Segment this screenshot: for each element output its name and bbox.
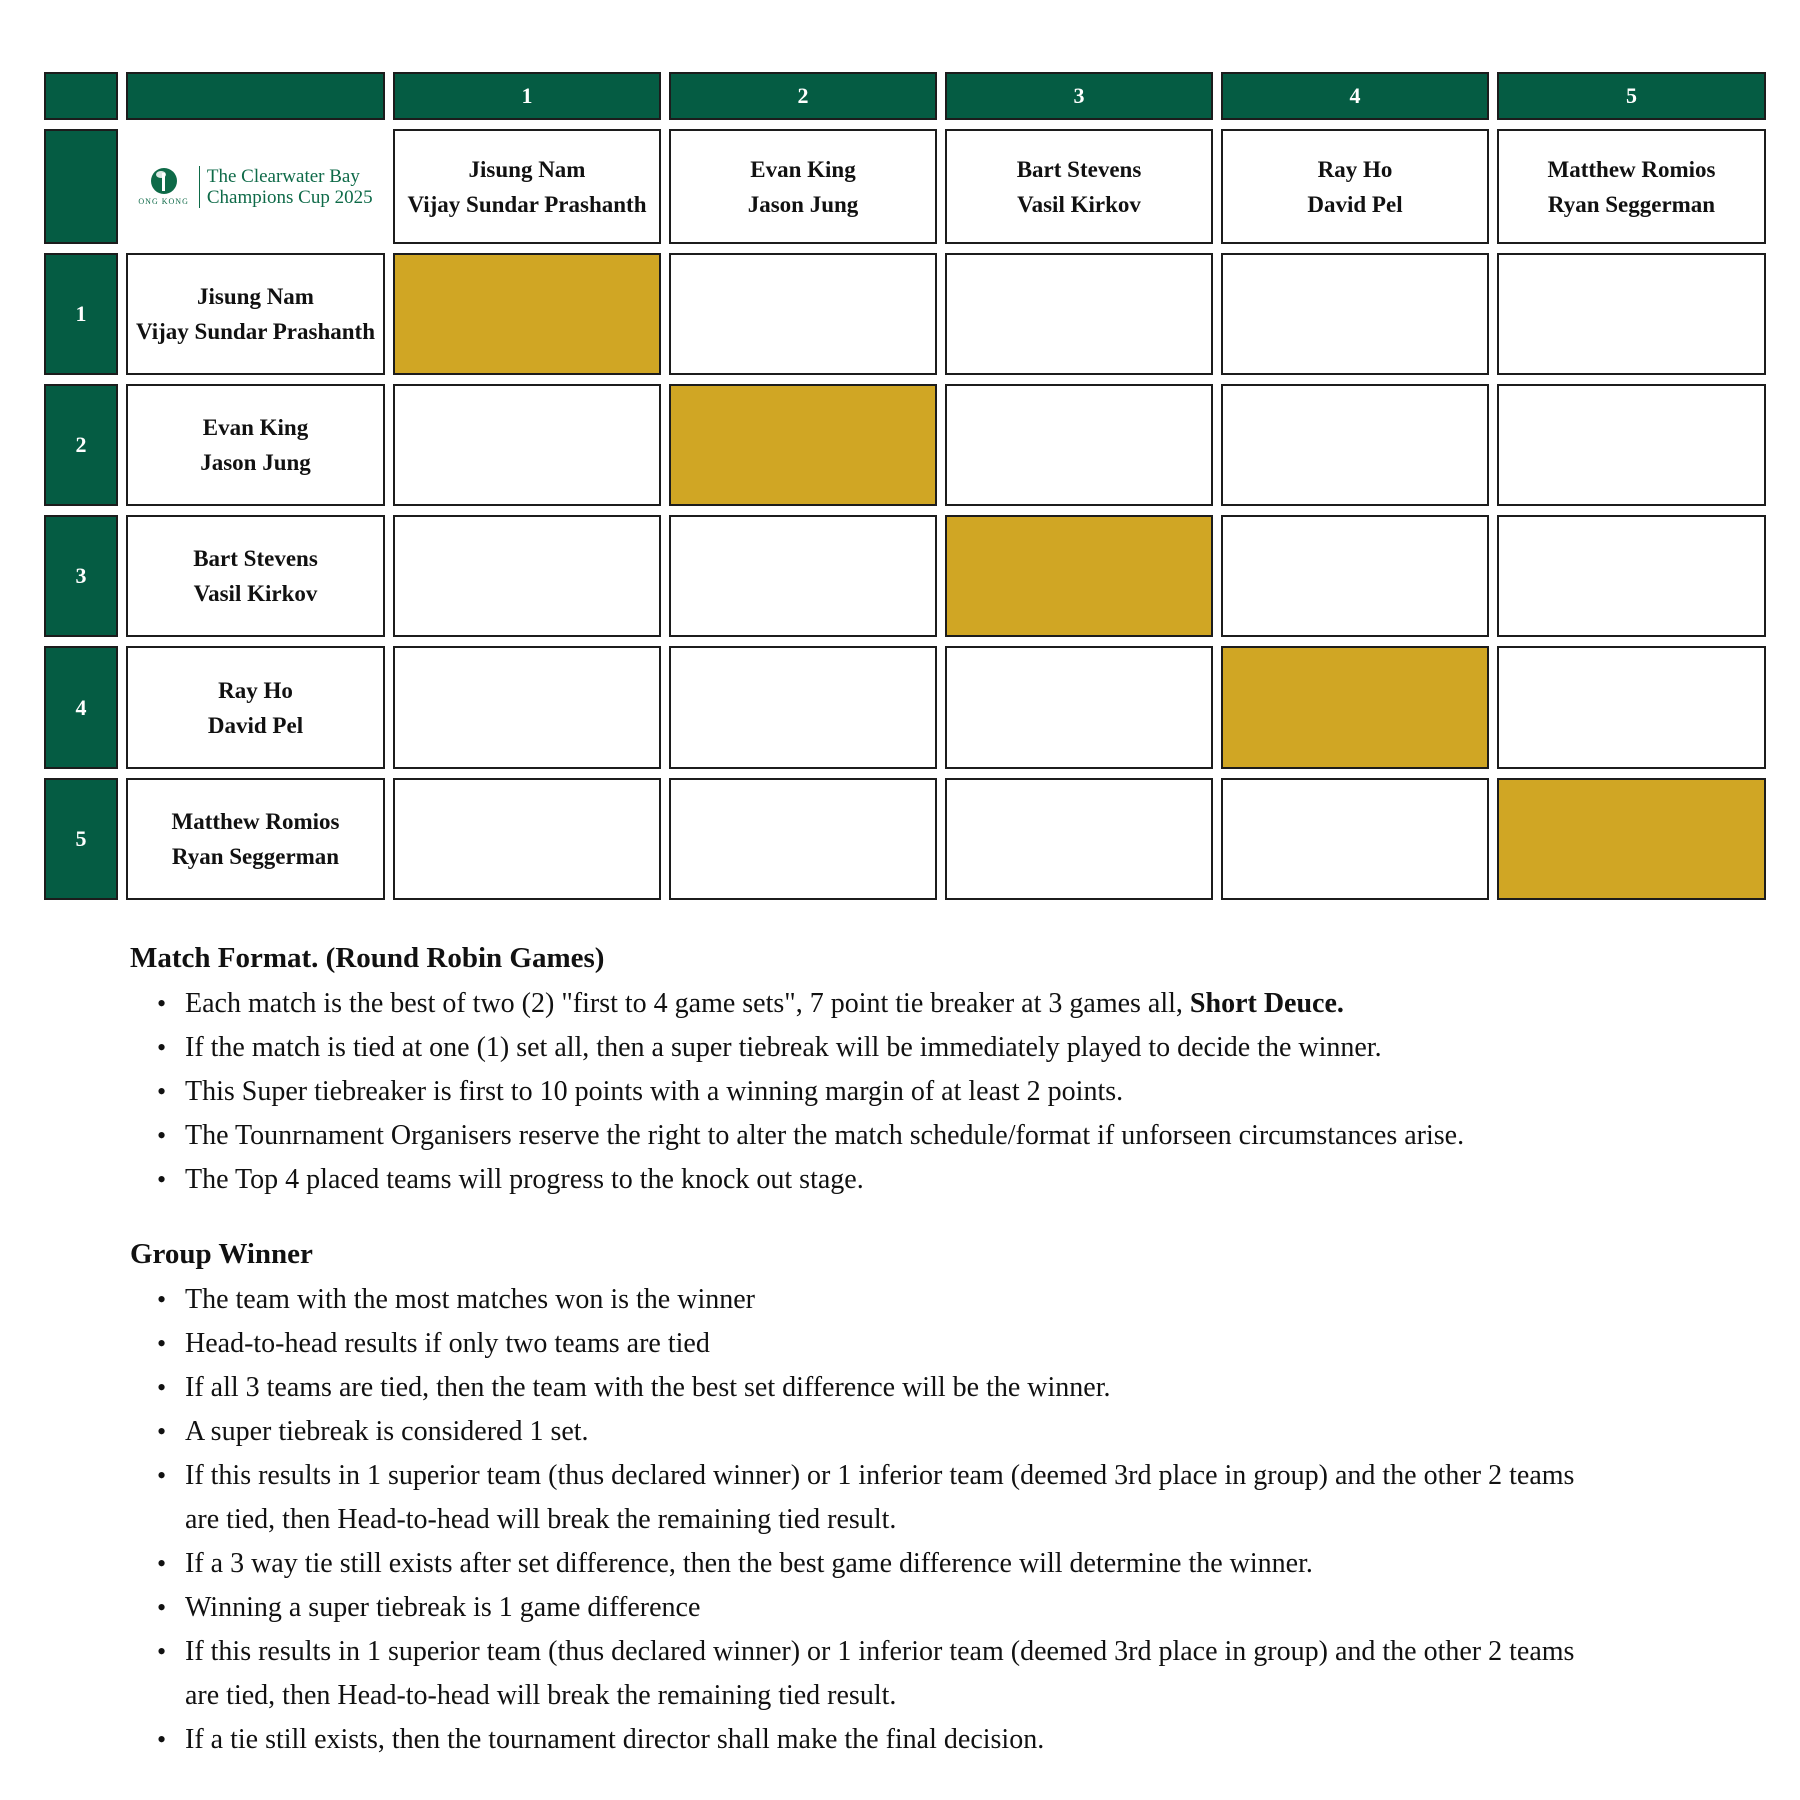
list-item bbox=[130, 1070, 1730, 1114]
player-name: Vijay Sundar Prashanth bbox=[135, 319, 375, 344]
group-winner-section bbox=[130, 1234, 1730, 1762]
player-name: Jisung Nam bbox=[468, 156, 586, 182]
row-number-3: 3 bbox=[44, 515, 118, 637]
player-name: Ryan Seggerman bbox=[1547, 191, 1716, 217]
tournament-logo bbox=[138, 166, 372, 208]
result-cell[interactable] bbox=[669, 515, 937, 637]
player-name: Vijay Sundar Prashanth bbox=[407, 191, 647, 217]
list-item-text: If the match is tied at one (1) set all, then a super tiebreak will be immediately played to decide the winner. bbox=[185, 1032, 1382, 1063]
player-name: Matthew Romios bbox=[171, 809, 340, 834]
column-team-2 bbox=[669, 129, 937, 244]
team-column-header-cell bbox=[126, 72, 385, 120]
result-cell[interactable] bbox=[1221, 384, 1489, 506]
list-item-text: • A super tiebreak is considered 1 set. bbox=[185, 1416, 589, 1447]
player-name: Jason Jung bbox=[200, 450, 311, 475]
player-name: David Pel bbox=[207, 712, 304, 738]
result-cell[interactable] bbox=[945, 778, 1213, 900]
result-cell[interactable] bbox=[1497, 646, 1766, 769]
list-item-text: • If a tie still exists, then the tournament director shall make the final decision. bbox=[185, 1724, 1045, 1755]
row-number-4: 4 bbox=[44, 646, 118, 769]
list-item bbox=[130, 1410, 1730, 1454]
club-emblem-icon bbox=[138, 168, 188, 206]
column-team-3 bbox=[945, 129, 1213, 244]
row-number-2: 2 bbox=[44, 384, 118, 506]
player-name: Matthew Romios bbox=[1547, 156, 1716, 182]
list-item-text: • Head-to-head results if only two teams are tied bbox=[185, 1328, 710, 1359]
diagonal-cell bbox=[945, 515, 1213, 637]
group-winner-heading: Group Winner bbox=[130, 1238, 313, 1270]
list-item-text: • If this results in 1 superior team (thus declared winner) or 1 inferior team (deemed 3rd place in group) and the other 2 teams are tied, then Head-to-head will break the remaining tied result. bbox=[185, 1636, 1575, 1711]
result-cell[interactable] bbox=[945, 646, 1213, 769]
list-item-text: • If a 3 way tie still exists after set difference, then the best game difference will determine the winner. bbox=[185, 1548, 1313, 1579]
result-cell[interactable] bbox=[1221, 515, 1489, 637]
logo-line-1: The Clearwater Bay bbox=[206, 165, 360, 187]
result-cell[interactable] bbox=[945, 384, 1213, 506]
list-item-text: • Winning a super tiebreak is 1 game difference bbox=[185, 1592, 701, 1623]
row-number-5: 5 bbox=[44, 778, 118, 900]
list-item bbox=[130, 1454, 1730, 1542]
list-item-text: The Tounrnament Organisers reserve the right to alter the match schedule/format if unforseen circumstances arise. bbox=[185, 1120, 1465, 1151]
logo-title bbox=[207, 166, 373, 208]
list-item bbox=[130, 1278, 1730, 1322]
logo-subtext: ONG KONG bbox=[138, 196, 189, 206]
column-team-1 bbox=[393, 129, 661, 244]
column-team-5 bbox=[1497, 129, 1766, 244]
row-team-5 bbox=[126, 778, 385, 900]
list-item-text: Each match is the best of two (2) "first to 4 game sets", 7 point tie breaker at 3 games all, bbox=[185, 988, 1190, 1019]
column-number-2: 2 bbox=[669, 72, 937, 120]
list-item bbox=[130, 1158, 1730, 1202]
match-format-heading: Match Format. (Round Robin Games) bbox=[130, 942, 605, 974]
list-item-text: • The team with the most matches won is the winner bbox=[185, 1284, 755, 1315]
list-item bbox=[130, 1718, 1730, 1762]
list-item bbox=[130, 1114, 1730, 1158]
result-cell[interactable] bbox=[1497, 253, 1766, 375]
row-team-4 bbox=[126, 646, 385, 769]
list-item bbox=[130, 1366, 1730, 1410]
group-winner-list bbox=[130, 1278, 1730, 1762]
corner-header-cell bbox=[44, 72, 118, 120]
player-name: Evan King bbox=[750, 156, 856, 182]
diagonal-cell bbox=[1497, 778, 1766, 900]
match-format-list bbox=[130, 982, 1730, 1202]
logo-divider bbox=[199, 166, 200, 208]
player-name: Bart Stevens bbox=[193, 546, 318, 571]
diagonal-cell bbox=[669, 384, 937, 506]
list-item-text: • If this results in 1 superior team (thus declared winner) or 1 inferior team (deemed 3rd place in group) and the other 2 teams are tied, then Head-to-head will break the remaining tied result. bbox=[185, 1460, 1575, 1535]
player-name: Vasil Kirkov bbox=[193, 581, 318, 606]
column-number-1: 1 bbox=[393, 72, 661, 120]
result-cell[interactable] bbox=[669, 253, 937, 375]
result-cell[interactable] bbox=[393, 515, 661, 637]
diagonal-cell bbox=[393, 253, 661, 375]
column-number-3: 3 bbox=[945, 72, 1213, 120]
corner-row-header-cell bbox=[44, 129, 118, 244]
result-cell[interactable] bbox=[945, 253, 1213, 375]
match-format-section bbox=[130, 938, 1730, 1202]
logo-line-2: Champions Cup 2025 bbox=[206, 186, 373, 208]
column-number-4: 4 bbox=[1221, 72, 1489, 120]
result-cell[interactable] bbox=[1221, 778, 1489, 900]
result-cell[interactable] bbox=[393, 384, 661, 506]
list-item bbox=[130, 982, 1730, 1026]
row-team-2 bbox=[126, 384, 385, 506]
emblem-circle bbox=[151, 168, 177, 194]
player-name: Ray Ho bbox=[1317, 156, 1393, 182]
list-item bbox=[130, 1630, 1730, 1718]
row-team-3 bbox=[126, 515, 385, 637]
player-name: Ray Ho bbox=[218, 677, 293, 703]
result-cell[interactable] bbox=[1497, 515, 1766, 637]
player-name: Jason Jung bbox=[747, 191, 859, 217]
list-item-text: • If all 3 teams are tied, then the team with the best set difference will be the winner. bbox=[185, 1372, 1111, 1403]
result-cell[interactable] bbox=[1221, 253, 1489, 375]
row-team-1 bbox=[126, 253, 385, 375]
column-team-4 bbox=[1221, 129, 1489, 244]
round-robin-grid bbox=[44, 72, 1766, 900]
list-item bbox=[130, 1542, 1730, 1586]
player-name: Ryan Seggerman bbox=[171, 844, 340, 869]
diagonal-cell bbox=[1221, 646, 1489, 769]
logo-cell bbox=[126, 129, 385, 244]
row-number-1: 1 bbox=[44, 253, 118, 375]
result-cell[interactable] bbox=[669, 646, 937, 769]
result-cell[interactable] bbox=[1497, 384, 1766, 506]
result-cell[interactable] bbox=[669, 778, 937, 900]
player-name: David Pel bbox=[1307, 191, 1403, 217]
list-item bbox=[130, 1322, 1730, 1366]
list-item-text: The Top 4 placed teams will progress to the knock out stage. bbox=[185, 1164, 864, 1195]
result-cell[interactable] bbox=[393, 646, 661, 769]
list-item bbox=[130, 1586, 1730, 1630]
list-item-text: This Super tiebreaker is first to 10 points with a winning margin of at least 2 points. bbox=[185, 1076, 1124, 1107]
result-cell[interactable] bbox=[393, 778, 661, 900]
player-name: Jisung Nam bbox=[197, 284, 314, 309]
player-name: Evan King bbox=[202, 415, 309, 440]
column-number-5: 5 bbox=[1497, 72, 1766, 120]
list-item-bold-text: Short Deuce. bbox=[1189, 988, 1344, 1019]
player-name: Bart Stevens bbox=[1016, 156, 1142, 182]
list-item bbox=[130, 1026, 1730, 1070]
player-name: Vasil Kirkov bbox=[1017, 191, 1141, 217]
